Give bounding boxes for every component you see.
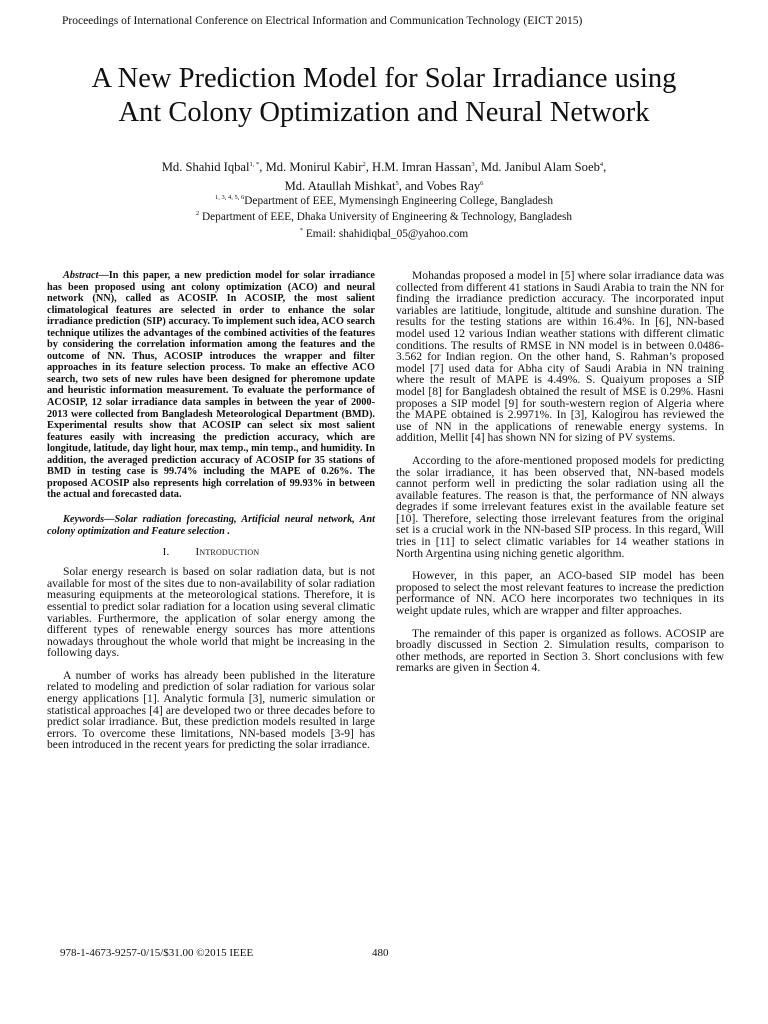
paper-title (40, 62, 728, 130)
affil-mark: 1, 3, 4, 5, 6 (215, 194, 245, 201)
body-paragraph: However, in this paper, an ACO-based SIP model has been proposed to select the most relevant features to increase the prediction performance of NN. ACO here incorporates two techniques in its weight update rules, which are wrapper and filter approaches. (396, 569, 724, 618)
right-column (396, 270, 724, 685)
author-affil-mark: 6 (480, 180, 484, 187)
affiliation-text: Department of EEE, Mymensingh Engineering College, Bangladesh (244, 195, 553, 207)
email-text: Email: shahidiqbal_05@yahoo.com (303, 228, 469, 240)
author-name: Md. Janibul Alam Soeb (480, 160, 600, 174)
author-separator: , and (398, 179, 427, 193)
title-line: Ant Colony Optimization and Neural Network (118, 97, 650, 128)
author-separator: , (474, 160, 481, 174)
affiliations (60, 194, 708, 225)
author-affil-mark: 3 (471, 161, 475, 168)
author-affil-mark: 1, * (249, 161, 260, 168)
keywords-text: —Solar radiation forecasting, Artificial neural network, Ant colony optimization and Feature selection . (47, 513, 375, 537)
affiliation-line (60, 210, 708, 226)
author-name: Md. Ataullah Mishkat (284, 179, 396, 193)
author-name: Vobes Ray (426, 179, 481, 193)
keywords-lead: Keywords (63, 513, 105, 525)
affil-mark: 2 (195, 209, 200, 217)
author-line-1 (60, 158, 708, 177)
author-name: H.M. Imran Hassan (372, 160, 472, 174)
section-number: I. (162, 546, 170, 559)
abstract-text: —In this paper, a new prediction model for solar irradiance has been proposed using ant colony optimization (ACO) and neural network (NN), called as ACOSIP. In ACOSIP, the most salient climatological features are selected in order to enhance the solar irradiance prediction (SIP) accuracy. To implement such idea, ACO search technique utilizes the advantages of the combined activities of the features by considering the correlation information among the features and the outcome of NN. Thus, ACOSIP introduces the wrapper and filter approaches in its feature selection process. To make an effective ACO search, two sets of new rules have been designed for pheromone update and heuristic information measurement. To evaluate the performance of ACOSIP, 12 solar irradiance data samples in between the year of 2000-2013 were collected from Bangladesh Meteorological Department (BMD). Experimental results show that ACOSIP can select six most salient features easily with increasing the prediction accuracy, which are longitude, latitude, day light hour, max temp., min temp., and humidity. In addition, the averaged prediction accuracy of ACOSIP for 35 stations of BMD in testing case is 99.74% including the MAPE of 0.26%. The proposed ACOSIP also represents high correlation of 99.93% in between the actual and forecasted data. (47, 270, 375, 501)
author-separator: , (259, 160, 266, 174)
keywords (47, 514, 375, 537)
body-paragraph: According to the afore-mentioned proposed models for predicting the solar irradiance, it has been observed that, NN-based models cannot perform well in predicting the solar radiation using all the available features. The reason is that, the performance of NN always degrades if some irrelevant features exist in the available feature set [10]. Therefore, selecting those irrelevant features from the original set is a crucial work in the NN-based SIP process. In this regard, Will tries in [11] to select climatic variables for 14 weather stations in North Argentina using niching genetic algorithm. (396, 453, 724, 560)
author-affil-mark: 2 (362, 161, 366, 168)
author-name: Md. Shahid Iqbal (161, 160, 250, 174)
author-separator: , (603, 160, 607, 174)
body-paragraph: Solar energy research is based on solar radiation data, but is not available for most of the sites due to non-availability of solar radiation measuring equipments at the meteorological stations. Therefore, it is essential to predict solar radiation for a location using several climatic variables. Furthermore, the application of solar energy among the different types of renewable energy sources has more attentions nowadays throughout the whole world that might be increasing in the following days. (47, 565, 375, 660)
body-paragraph: Mohandas proposed a model in [5] where solar irradiance data was collected from different 41 stations in Saudi Arabia to train the NN for finding the irradiance prediction accuracy. The incorporated input variables are latitiude, longitude, altitude and sunshine duration. The results for the testing stations are within 16.4%. In [6], NN-based model used 12 various Indian weather stations with different climatic conditions. The results of RMSE in NN model is in between 0.0486-3.562 for Indian region. On the other hand, S. Rahman’s proposed model [7] used data for Abha city of Saudi Arabia in NN training where the result of MAPE is 4.49%. S. Quaiyum proposes a SIP model [8] for Bangladesh obtained the result of MSE is 0.29%. Hasni proposes a SIP model [9] for south-western region of Algeria where the MAPE obtained is 2.9971%. In [3], Kalogirou has reviewed the use of NN in the applications of renewable energy systems. In addition, Mellit [4] has shown NN for sizing of PV systems. (396, 269, 724, 445)
author-affil-mark: 5 (395, 180, 399, 187)
section-heading (47, 546, 375, 558)
contact-email (60, 228, 708, 240)
footer-isbn: 978-1-4673-9257-0/15/$31.00 ©2015 IEEE (60, 947, 254, 959)
section-title: Introduction (195, 546, 260, 559)
body-paragraph: A number of works has already been published in the literature related to modeling and prediction of solar radiation for various solar energy applications [1]. Analytic formula [3], numeric simulation or statistical approaches [4] are developed two or three decades before to predict solar irradiance. But, these prediction models resulted in large errors. To overcome these limitations, NN-based models [3-9] has been introduced in the recent years for predicting the solar irradiance. (47, 668, 375, 752)
abstract (47, 270, 375, 501)
author-name: Md. Monirul Kabir (265, 160, 363, 174)
affiliation-text: Department of EEE, Dhaka University of Engineering & Technology, Bangladesh (199, 210, 573, 223)
page-number: 480 (372, 947, 389, 959)
author-separator: , (365, 160, 373, 174)
email-mark: * (299, 227, 304, 234)
author-list (60, 158, 708, 196)
title-line: A New Prediction Model for Solar Irradiance using (91, 63, 677, 94)
author-affil-mark: 4 (599, 161, 604, 168)
abstract-lead: Abstract (63, 270, 99, 281)
affiliation-line (60, 194, 708, 210)
left-column (47, 270, 375, 762)
conference-header: Proceedings of International Conference on Electrical Information and Communication Technology (EICT 2015) (62, 15, 583, 27)
body-paragraph: The remainder of this paper is organized as follows. ACOSIP are broadly discussed in Section 2. Simulation results, comparison to other methods, are reported in Section 3. Short conclusions with few remarks are given in Section 4. (396, 626, 724, 675)
